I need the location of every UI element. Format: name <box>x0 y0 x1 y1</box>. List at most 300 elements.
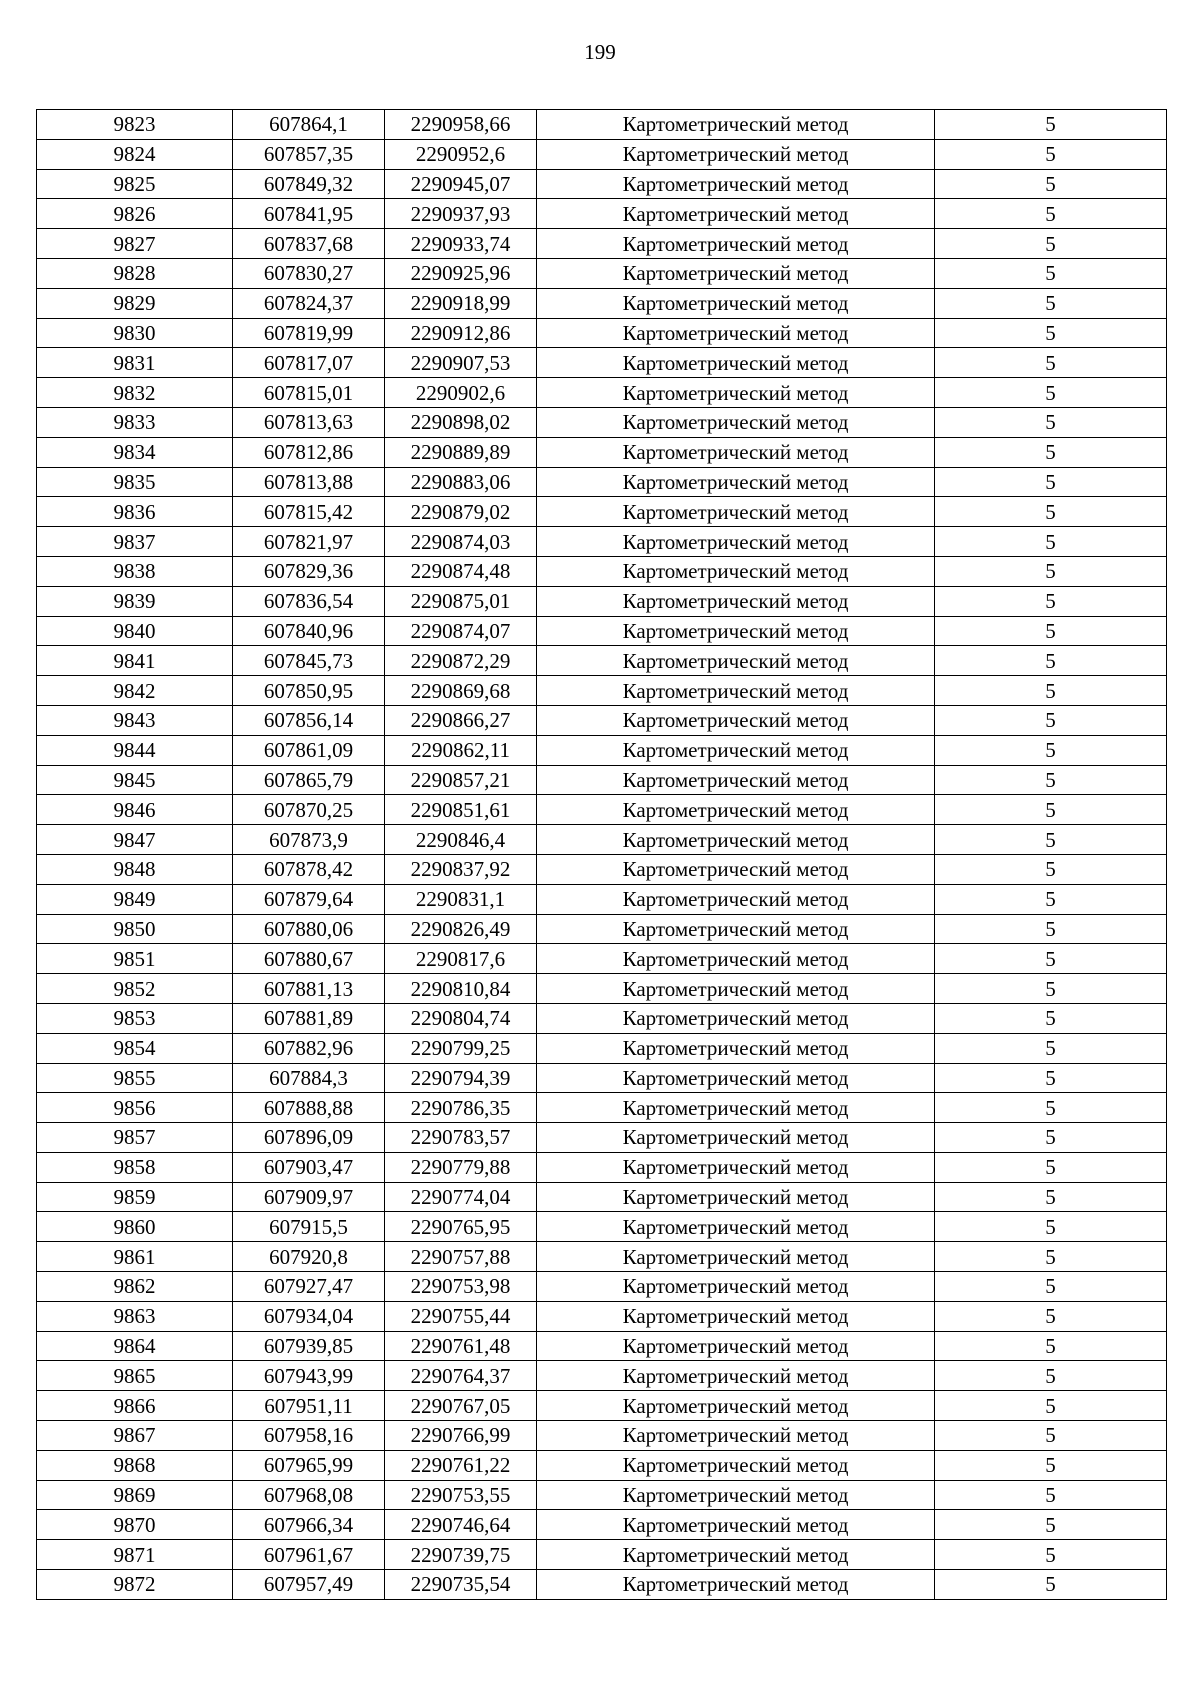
x-coordinate-cell: 607849,32 <box>233 169 385 199</box>
y-coordinate-cell: 2290945,07 <box>385 169 537 199</box>
point-number-cell: 9830 <box>37 318 233 348</box>
table-row <box>37 467 1167 497</box>
accuracy-cell: 5 <box>935 229 1167 259</box>
table-row <box>37 1540 1167 1570</box>
x-coordinate-cell: 607813,63 <box>233 407 385 437</box>
method-cell: Картометрический метод <box>537 1510 935 1540</box>
x-coordinate-cell: 607881,89 <box>233 1003 385 1033</box>
x-coordinate-cell: 607879,64 <box>233 884 385 914</box>
y-coordinate-cell: 2290786,35 <box>385 1093 537 1123</box>
x-coordinate-cell: 607943,99 <box>233 1361 385 1391</box>
table-row <box>37 527 1167 557</box>
method-cell: Картометрический метод <box>537 1570 935 1600</box>
y-coordinate-cell: 2290837,92 <box>385 854 537 884</box>
table-row <box>37 1152 1167 1182</box>
point-number-cell: 9853 <box>37 1003 233 1033</box>
y-coordinate-cell: 2290757,88 <box>385 1242 537 1272</box>
x-coordinate-cell: 607840,96 <box>233 616 385 646</box>
accuracy-cell: 5 <box>935 765 1167 795</box>
table-row <box>37 556 1167 586</box>
y-coordinate-cell: 2290933,74 <box>385 229 537 259</box>
table-row <box>37 1421 1167 1451</box>
x-coordinate-cell: 607884,3 <box>233 1063 385 1093</box>
point-number-cell: 9856 <box>37 1093 233 1123</box>
table-row <box>37 288 1167 318</box>
table-row <box>37 795 1167 825</box>
table-row <box>37 1063 1167 1093</box>
y-coordinate-cell: 2290766,99 <box>385 1421 537 1451</box>
method-cell: Картометрический метод <box>537 1003 935 1033</box>
y-coordinate-cell: 2290912,86 <box>385 318 537 348</box>
method-cell: Картометрический метод <box>537 944 935 974</box>
accuracy-cell: 5 <box>935 1033 1167 1063</box>
table-row <box>37 735 1167 765</box>
table-row <box>37 1212 1167 1242</box>
method-cell: Картометрический метод <box>537 735 935 765</box>
point-number-cell: 9865 <box>37 1361 233 1391</box>
accuracy-cell: 5 <box>935 616 1167 646</box>
accuracy-cell: 5 <box>935 854 1167 884</box>
method-cell: Картометрический метод <box>537 139 935 169</box>
x-coordinate-cell: 607845,73 <box>233 646 385 676</box>
y-coordinate-cell: 2290958,66 <box>385 110 537 140</box>
point-number-cell: 9859 <box>37 1182 233 1212</box>
x-coordinate-cell: 607961,67 <box>233 1540 385 1570</box>
point-number-cell: 9826 <box>37 199 233 229</box>
point-number-cell: 9866 <box>37 1391 233 1421</box>
point-number-cell: 9872 <box>37 1570 233 1600</box>
accuracy-cell: 5 <box>935 1570 1167 1600</box>
y-coordinate-cell: 2290907,53 <box>385 348 537 378</box>
y-coordinate-cell: 2290753,55 <box>385 1480 537 1510</box>
method-cell: Картометрический метод <box>537 1182 935 1212</box>
accuracy-cell: 5 <box>935 1421 1167 1451</box>
accuracy-cell: 5 <box>935 139 1167 169</box>
y-coordinate-cell: 2290874,07 <box>385 616 537 646</box>
table-row <box>37 1391 1167 1421</box>
method-cell: Картометрический метод <box>537 169 935 199</box>
x-coordinate-cell: 607815,42 <box>233 497 385 527</box>
accuracy-cell: 5 <box>935 378 1167 408</box>
method-cell: Картометрический метод <box>537 1272 935 1302</box>
y-coordinate-cell: 2290826,49 <box>385 914 537 944</box>
method-cell: Картометрический метод <box>537 258 935 288</box>
y-coordinate-cell: 2290902,6 <box>385 378 537 408</box>
accuracy-cell: 5 <box>935 825 1167 855</box>
method-cell: Картометрический метод <box>537 288 935 318</box>
y-coordinate-cell: 2290874,03 <box>385 527 537 557</box>
accuracy-cell: 5 <box>935 1093 1167 1123</box>
point-number-cell: 9861 <box>37 1242 233 1272</box>
accuracy-cell: 5 <box>935 437 1167 467</box>
coordinates-table-body <box>37 110 1167 1600</box>
table-row <box>37 646 1167 676</box>
point-number-cell: 9864 <box>37 1331 233 1361</box>
accuracy-cell: 5 <box>935 735 1167 765</box>
y-coordinate-cell: 2290872,29 <box>385 646 537 676</box>
table-row <box>37 169 1167 199</box>
point-number-cell: 9870 <box>37 1510 233 1540</box>
coordinates-table <box>36 109 1167 1600</box>
method-cell: Картометрический метод <box>537 348 935 378</box>
accuracy-cell: 5 <box>935 1331 1167 1361</box>
x-coordinate-cell: 607815,01 <box>233 378 385 408</box>
method-cell: Картометрический метод <box>537 914 935 944</box>
x-coordinate-cell: 607824,37 <box>233 288 385 318</box>
point-number-cell: 9852 <box>37 974 233 1004</box>
x-coordinate-cell: 607836,54 <box>233 586 385 616</box>
accuracy-cell: 5 <box>935 1510 1167 1540</box>
method-cell: Картометрический метод <box>537 1033 935 1063</box>
accuracy-cell: 5 <box>935 1480 1167 1510</box>
accuracy-cell: 5 <box>935 1063 1167 1093</box>
x-coordinate-cell: 607939,85 <box>233 1331 385 1361</box>
method-cell: Картометрический метод <box>537 825 935 855</box>
table-row <box>37 616 1167 646</box>
accuracy-cell: 5 <box>935 288 1167 318</box>
table-row <box>37 139 1167 169</box>
x-coordinate-cell: 607817,07 <box>233 348 385 378</box>
point-number-cell: 9860 <box>37 1212 233 1242</box>
accuracy-cell: 5 <box>935 318 1167 348</box>
point-number-cell: 9857 <box>37 1123 233 1153</box>
x-coordinate-cell: 607880,06 <box>233 914 385 944</box>
x-coordinate-cell: 607837,68 <box>233 229 385 259</box>
x-coordinate-cell: 607934,04 <box>233 1301 385 1331</box>
table-row <box>37 1570 1167 1600</box>
point-number-cell: 9849 <box>37 884 233 914</box>
table-row <box>37 1510 1167 1540</box>
method-cell: Картометрический метод <box>537 1212 935 1242</box>
x-coordinate-cell: 607821,97 <box>233 527 385 557</box>
table-row <box>37 1272 1167 1302</box>
point-number-cell: 9854 <box>37 1033 233 1063</box>
method-cell: Картометрический метод <box>537 1152 935 1182</box>
accuracy-cell: 5 <box>935 258 1167 288</box>
accuracy-cell: 5 <box>935 1152 1167 1182</box>
point-number-cell: 9858 <box>37 1152 233 1182</box>
point-number-cell: 9851 <box>37 944 233 974</box>
y-coordinate-cell: 2290810,84 <box>385 974 537 1004</box>
accuracy-cell: 5 <box>935 348 1167 378</box>
table-row <box>37 705 1167 735</box>
y-coordinate-cell: 2290952,6 <box>385 139 537 169</box>
accuracy-cell: 5 <box>935 1182 1167 1212</box>
y-coordinate-cell: 2290851,61 <box>385 795 537 825</box>
y-coordinate-cell: 2290898,02 <box>385 407 537 437</box>
accuracy-cell: 5 <box>935 527 1167 557</box>
method-cell: Картометрический метод <box>537 527 935 557</box>
method-cell: Картометрический метод <box>537 407 935 437</box>
point-number-cell: 9868 <box>37 1450 233 1480</box>
y-coordinate-cell: 2290925,96 <box>385 258 537 288</box>
table-row <box>37 974 1167 1004</box>
table-row <box>37 229 1167 259</box>
accuracy-cell: 5 <box>935 556 1167 586</box>
y-coordinate-cell: 2290875,01 <box>385 586 537 616</box>
accuracy-cell: 5 <box>935 1391 1167 1421</box>
accuracy-cell: 5 <box>935 1450 1167 1480</box>
y-coordinate-cell: 2290937,93 <box>385 199 537 229</box>
x-coordinate-cell: 607830,27 <box>233 258 385 288</box>
x-coordinate-cell: 607882,96 <box>233 1033 385 1063</box>
accuracy-cell: 5 <box>935 407 1167 437</box>
method-cell: Картометрический метод <box>537 1063 935 1093</box>
table-row <box>37 1480 1167 1510</box>
y-coordinate-cell: 2290862,11 <box>385 735 537 765</box>
point-number-cell: 9842 <box>37 676 233 706</box>
method-cell: Картометрический метод <box>537 1242 935 1272</box>
method-cell: Картометрический метод <box>537 1093 935 1123</box>
method-cell: Картометрический метод <box>537 467 935 497</box>
accuracy-cell: 5 <box>935 705 1167 735</box>
y-coordinate-cell: 2290783,57 <box>385 1123 537 1153</box>
point-number-cell: 9827 <box>37 229 233 259</box>
y-coordinate-cell: 2290869,68 <box>385 676 537 706</box>
method-cell: Картометрический метод <box>537 437 935 467</box>
y-coordinate-cell: 2290857,21 <box>385 765 537 795</box>
x-coordinate-cell: 607965,99 <box>233 1450 385 1480</box>
x-coordinate-cell: 607856,14 <box>233 705 385 735</box>
method-cell: Картометрический метод <box>537 1391 935 1421</box>
method-cell: Картометрический метод <box>537 229 935 259</box>
table-row <box>37 1242 1167 1272</box>
table-row <box>37 318 1167 348</box>
x-coordinate-cell: 607903,47 <box>233 1152 385 1182</box>
method-cell: Картометрический метод <box>537 1540 935 1570</box>
x-coordinate-cell: 607951,11 <box>233 1391 385 1421</box>
y-coordinate-cell: 2290794,39 <box>385 1063 537 1093</box>
method-cell: Картометрический метод <box>537 199 935 229</box>
x-coordinate-cell: 607870,25 <box>233 795 385 825</box>
accuracy-cell: 5 <box>935 497 1167 527</box>
y-coordinate-cell: 2290879,02 <box>385 497 537 527</box>
accuracy-cell: 5 <box>935 1272 1167 1302</box>
method-cell: Картометрический метод <box>537 705 935 735</box>
table-row <box>37 676 1167 706</box>
table-row <box>37 884 1167 914</box>
x-coordinate-cell: 607813,88 <box>233 467 385 497</box>
y-coordinate-cell: 2290753,98 <box>385 1272 537 1302</box>
x-coordinate-cell: 607864,1 <box>233 110 385 140</box>
point-number-cell: 9823 <box>37 110 233 140</box>
method-cell: Картометрический метод <box>537 1480 935 1510</box>
point-number-cell: 9828 <box>37 258 233 288</box>
table-row <box>37 1361 1167 1391</box>
method-cell: Картометрический метод <box>537 1361 935 1391</box>
point-number-cell: 9863 <box>37 1301 233 1331</box>
table-row <box>37 1301 1167 1331</box>
point-number-cell: 9845 <box>37 765 233 795</box>
method-cell: Картометрический метод <box>537 110 935 140</box>
y-coordinate-cell: 2290866,27 <box>385 705 537 735</box>
point-number-cell: 9841 <box>37 646 233 676</box>
point-number-cell: 9869 <box>37 1480 233 1510</box>
point-number-cell: 9838 <box>37 556 233 586</box>
method-cell: Картометрический метод <box>537 854 935 884</box>
y-coordinate-cell: 2290767,05 <box>385 1391 537 1421</box>
method-cell: Картометрический метод <box>537 676 935 706</box>
method-cell: Картометрический метод <box>537 497 935 527</box>
point-number-cell: 9825 <box>37 169 233 199</box>
point-number-cell: 9840 <box>37 616 233 646</box>
y-coordinate-cell: 2290874,48 <box>385 556 537 586</box>
x-coordinate-cell: 607878,42 <box>233 854 385 884</box>
y-coordinate-cell: 2290883,06 <box>385 467 537 497</box>
method-cell: Картометрический метод <box>537 616 935 646</box>
accuracy-cell: 5 <box>935 1301 1167 1331</box>
table-row <box>37 437 1167 467</box>
table-row <box>37 944 1167 974</box>
accuracy-cell: 5 <box>935 110 1167 140</box>
table-row <box>37 1123 1167 1153</box>
x-coordinate-cell: 607915,5 <box>233 1212 385 1242</box>
accuracy-cell: 5 <box>935 1361 1167 1391</box>
point-number-cell: 9829 <box>37 288 233 318</box>
x-coordinate-cell: 607819,99 <box>233 318 385 348</box>
method-cell: Картометрический метод <box>537 318 935 348</box>
accuracy-cell: 5 <box>935 676 1167 706</box>
point-number-cell: 9835 <box>37 467 233 497</box>
table-row <box>37 854 1167 884</box>
method-cell: Картометрический метод <box>537 646 935 676</box>
point-number-cell: 9850 <box>37 914 233 944</box>
table-row <box>37 258 1167 288</box>
x-coordinate-cell: 607829,36 <box>233 556 385 586</box>
point-number-cell: 9847 <box>37 825 233 855</box>
y-coordinate-cell: 2290735,54 <box>385 1570 537 1600</box>
method-cell: Картометрический метод <box>537 1331 935 1361</box>
method-cell: Картометрический метод <box>537 1123 935 1153</box>
method-cell: Картометрический метод <box>537 1301 935 1331</box>
y-coordinate-cell: 2290831,1 <box>385 884 537 914</box>
y-coordinate-cell: 2290846,4 <box>385 825 537 855</box>
x-coordinate-cell: 607865,79 <box>233 765 385 795</box>
table-row <box>37 765 1167 795</box>
table-row <box>37 825 1167 855</box>
point-number-cell: 9855 <box>37 1063 233 1093</box>
accuracy-cell: 5 <box>935 1242 1167 1272</box>
point-number-cell: 9862 <box>37 1272 233 1302</box>
y-coordinate-cell: 2290765,95 <box>385 1212 537 1242</box>
table-row <box>37 497 1167 527</box>
x-coordinate-cell: 607968,08 <box>233 1480 385 1510</box>
page-number: 199 <box>584 40 616 64</box>
table-row <box>37 1003 1167 1033</box>
accuracy-cell: 5 <box>935 1123 1167 1153</box>
point-number-cell: 9834 <box>37 437 233 467</box>
method-cell: Картометрический метод <box>537 378 935 408</box>
method-cell: Картометрический метод <box>537 795 935 825</box>
accuracy-cell: 5 <box>935 169 1167 199</box>
table-row <box>37 378 1167 408</box>
x-coordinate-cell: 607881,13 <box>233 974 385 1004</box>
point-number-cell: 9833 <box>37 407 233 437</box>
x-coordinate-cell: 607880,67 <box>233 944 385 974</box>
x-coordinate-cell: 607841,95 <box>233 199 385 229</box>
table-row <box>37 914 1167 944</box>
x-coordinate-cell: 607812,86 <box>233 437 385 467</box>
y-coordinate-cell: 2290799,25 <box>385 1033 537 1063</box>
point-number-cell: 9836 <box>37 497 233 527</box>
table-row <box>37 110 1167 140</box>
table-row <box>37 1093 1167 1123</box>
x-coordinate-cell: 607966,34 <box>233 1510 385 1540</box>
method-cell: Картометрический метод <box>537 1450 935 1480</box>
y-coordinate-cell: 2290889,89 <box>385 437 537 467</box>
y-coordinate-cell: 2290739,75 <box>385 1540 537 1570</box>
method-cell: Картометрический метод <box>537 974 935 1004</box>
method-cell: Картометрический метод <box>537 1421 935 1451</box>
x-coordinate-cell: 607920,8 <box>233 1242 385 1272</box>
table-row <box>37 407 1167 437</box>
x-coordinate-cell: 607861,09 <box>233 735 385 765</box>
x-coordinate-cell: 607957,49 <box>233 1570 385 1600</box>
y-coordinate-cell: 2290746,64 <box>385 1510 537 1540</box>
accuracy-cell: 5 <box>935 199 1167 229</box>
y-coordinate-cell: 2290918,99 <box>385 288 537 318</box>
x-coordinate-cell: 607927,47 <box>233 1272 385 1302</box>
table-row <box>37 348 1167 378</box>
point-number-cell: 9837 <box>37 527 233 557</box>
point-number-cell: 9831 <box>37 348 233 378</box>
point-number-cell: 9844 <box>37 735 233 765</box>
table-row <box>37 1450 1167 1480</box>
accuracy-cell: 5 <box>935 795 1167 825</box>
accuracy-cell: 5 <box>935 467 1167 497</box>
accuracy-cell: 5 <box>935 914 1167 944</box>
y-coordinate-cell: 2290761,22 <box>385 1450 537 1480</box>
x-coordinate-cell: 607857,35 <box>233 139 385 169</box>
point-number-cell: 9839 <box>37 586 233 616</box>
point-number-cell: 9848 <box>37 854 233 884</box>
accuracy-cell: 5 <box>935 1003 1167 1033</box>
accuracy-cell: 5 <box>935 884 1167 914</box>
y-coordinate-cell: 2290817,6 <box>385 944 537 974</box>
accuracy-cell: 5 <box>935 586 1167 616</box>
y-coordinate-cell: 2290779,88 <box>385 1152 537 1182</box>
point-number-cell: 9867 <box>37 1421 233 1451</box>
table-row <box>37 199 1167 229</box>
accuracy-cell: 5 <box>935 1212 1167 1242</box>
y-coordinate-cell: 2290804,74 <box>385 1003 537 1033</box>
x-coordinate-cell: 607873,9 <box>233 825 385 855</box>
point-number-cell: 9824 <box>37 139 233 169</box>
y-coordinate-cell: 2290761,48 <box>385 1331 537 1361</box>
x-coordinate-cell: 607896,09 <box>233 1123 385 1153</box>
x-coordinate-cell: 607958,16 <box>233 1421 385 1451</box>
point-number-cell: 9843 <box>37 705 233 735</box>
table-row <box>37 586 1167 616</box>
method-cell: Картометрический метод <box>537 884 935 914</box>
accuracy-cell: 5 <box>935 974 1167 1004</box>
x-coordinate-cell: 607888,88 <box>233 1093 385 1123</box>
accuracy-cell: 5 <box>935 646 1167 676</box>
point-number-cell: 9871 <box>37 1540 233 1570</box>
accuracy-cell: 5 <box>935 1540 1167 1570</box>
table-row <box>37 1331 1167 1361</box>
table-row <box>37 1182 1167 1212</box>
accuracy-cell: 5 <box>935 944 1167 974</box>
x-coordinate-cell: 607909,97 <box>233 1182 385 1212</box>
method-cell: Картометрический метод <box>537 765 935 795</box>
point-number-cell: 9832 <box>37 378 233 408</box>
y-coordinate-cell: 2290764,37 <box>385 1361 537 1391</box>
y-coordinate-cell: 2290774,04 <box>385 1182 537 1212</box>
point-number-cell: 9846 <box>37 795 233 825</box>
x-coordinate-cell: 607850,95 <box>233 676 385 706</box>
table-row <box>37 1033 1167 1063</box>
